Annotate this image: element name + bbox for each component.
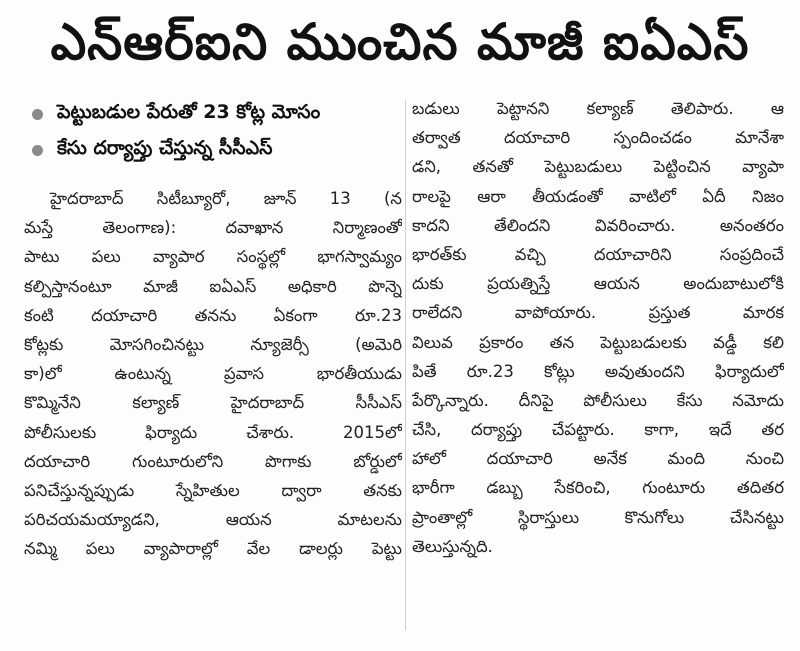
body-line: విలువ ప్రకారం తన పెట్టుబడులకు వడ్డీ కలి	[412, 332, 784, 352]
subheadline-text: పెట్టుబడుల పేరుతో 23 కోట్ల మోసం	[57, 100, 321, 123]
body-line: పరిచయమయ్యాడని, ఆయన మాటలను	[24, 510, 402, 530]
body-line: హాలో దయాచారి అనేక మంది నుంచి	[412, 449, 784, 469]
subheadline	[24, 96, 402, 132]
body-line: కా)లో ఉంటున్న ప్రవాస భారతీయుడు	[24, 364, 402, 384]
column-divider	[405, 100, 406, 630]
body-line: కాదని తేలిందని వివరించారు. అనంతరం	[412, 215, 784, 235]
body-line: దుకు ప్రయత్నిస్తే ఆయన అందుబాటులోకి	[412, 274, 784, 294]
body-line: పోలీసులకు ఫిర్యాదు చేశారు. 2015లో	[24, 422, 402, 442]
body-line: పాటు పలు వ్యాపార సంస్థల్లో భాగస్వామ్యం	[24, 247, 402, 267]
body-line: కోట్లకు మోసగించినట్టు న్యూజెర్సీ (అమెరి	[24, 334, 402, 354]
body-line: తెలుస్తున్నది.	[412, 536, 493, 556]
body-line: కంటి దయాచారి తనను ఏకంగా రూ.23	[24, 305, 402, 325]
headline: ఎన్‌ఆర్‌ఐని ముంచిన మాజీ ఐఏఎస్	[50, 12, 750, 71]
body-line: రాలేదని వాపోయారు. ప్రస్తుత మారక	[412, 303, 784, 323]
body-line: దయాచారి గుంటూరులోని పొగాకు బోర్డులో	[24, 451, 402, 471]
body-line: బడులు పెట్టానని కల్యాణ్ తెలిపారు. ఆ	[412, 99, 784, 118]
body-line: డని, తనతో పెట్టుబడులు పెట్టించిన వ్యాపా	[412, 157, 784, 177]
body-line: భారీగా డబ్బు సేకరించి, గుంటూరు తదితర	[412, 478, 784, 498]
body-line: హైదరాబాద్ సిటీబ్యూరో, జూన్ 13 (న	[50, 189, 402, 208]
right-column	[412, 94, 784, 561]
subheadline-text: కేసు దర్యాప్తు చేస్తున్న సీసీఎస్	[57, 136, 273, 159]
subheadline	[24, 132, 402, 168]
left-column	[24, 96, 402, 563]
body-line: రాలపై ఆరా తీయడంతో వాటిలో ఏదీ నిజం	[412, 186, 784, 206]
body-line: భారత్‌కు వచ్చి దయాచారిని సంప్రదించే	[412, 244, 784, 264]
body-line: ప్రాంతాల్లో స్థిరాస్తులు కొనుగోలు చేసినట్టు	[412, 507, 784, 527]
body-line: పనిచేస్తున్నప్పుడు స్నేహితుల ద్వారా తనకు	[24, 480, 402, 500]
body-line: నమ్మి పలు వ్యాపారాల్లో వేల డాలర్లు పెట్టు	[24, 539, 402, 559]
bullet-icon	[32, 109, 43, 120]
bullet-icon	[32, 145, 43, 156]
body-line: పితే రూ.23 కోట్లు అవుతుందని ఫిర్యాదులో	[412, 361, 784, 381]
body-line: కల్పిస్తానంటూ మాజీ ఐఏఎస్ అధికారి పొన్నె	[24, 276, 402, 296]
body-line: మస్తే తెలంగాణ): దవాఖాన నిర్మాణంతో	[24, 218, 402, 238]
body-text-left	[24, 184, 402, 563]
body-line: తర్వాత దయాచారి స్పందించడం మానేశా	[412, 128, 784, 148]
body-line: చేసి, దర్యాప్తు చేపట్టారు. కాగా, ఇదే తర	[412, 420, 784, 440]
body-line: కొమ్మినేని కల్యాణ్ హైదరాబాద్ సీసీఎస్	[24, 393, 402, 413]
body-line: పేర్కొన్నారు. దీనిపై పోలీసులు కేసు నమోదు	[412, 390, 784, 410]
